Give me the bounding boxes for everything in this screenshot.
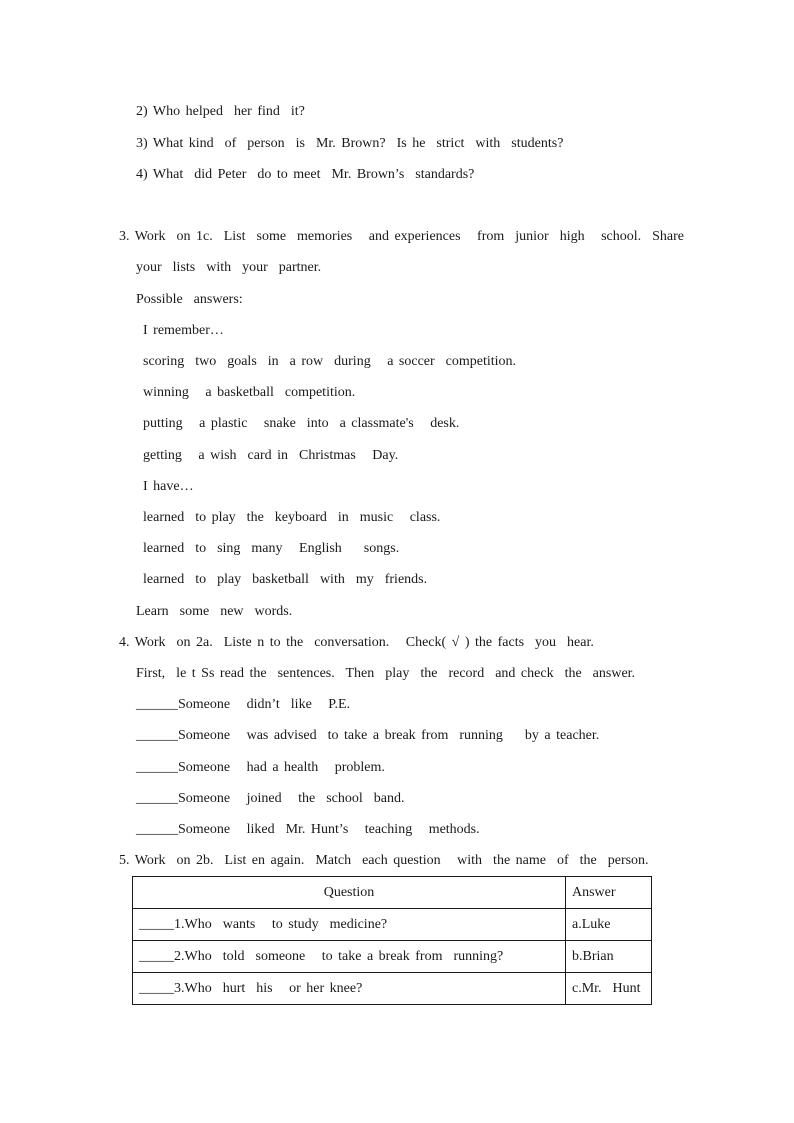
answer-line: getting a wish card in Christmas Day. [143, 448, 399, 463]
possible-answers-label: Possible answers: [136, 292, 243, 307]
fact-item: ______Someone didn’t like P.E. [136, 697, 351, 712]
answer-line: learned to play the keyboard in music class. [143, 510, 441, 525]
answer-line: scoring two goals in a row during a soccer competition. [143, 354, 517, 369]
learn-words-line: Learn some new words. [136, 604, 293, 619]
answer-line: I have… [143, 479, 194, 494]
fact-item: ______Someone had a health problem. [136, 760, 385, 775]
table-row [133, 941, 652, 973]
section-5-heading: 5. Work on 2b. List en again. Match each question with the name of the person. [119, 853, 649, 868]
table-row [133, 973, 652, 1005]
question-cell: _____1.Who wants to study medicine? [133, 909, 566, 941]
answer-cell: c.Mr. Hunt [566, 973, 652, 1005]
answer-column-header: Answer [566, 877, 652, 909]
question-cell: _____2.Who told someone to take a break from running? [133, 941, 566, 973]
table-header-row [133, 877, 652, 909]
answer-line: winning a basketball competition. [143, 385, 356, 400]
answer-line: learned to play basketball with my friends. [143, 572, 428, 587]
answer-line: putting a plastic snake into a classmate's desk. [143, 416, 460, 431]
question-2: 2) Who helped her find it? [136, 104, 305, 119]
fact-item: ______Someone joined the school band. [136, 791, 405, 806]
section-4-instruction: First, le t Ss read the sentences. Then play the record and check the answer. [136, 666, 636, 681]
matching-table [132, 876, 652, 1005]
fact-item: ______Someone was advised to take a break from running by a teacher. [136, 728, 600, 743]
table-row [133, 909, 652, 941]
answer-line: I remember… [143, 323, 224, 338]
question-4: 4) What did Peter do to meet Mr. Brown’s standards? [136, 167, 475, 182]
fact-item: ______Someone liked Mr. Hunt’s teaching methods. [136, 822, 480, 837]
question-cell: _____3.Who hurt his or her knee? [133, 973, 566, 1005]
answer-line: learned to sing many English songs. [143, 541, 400, 556]
answer-cell: b.Brian [566, 941, 652, 973]
question-3: 3) What kind of person is Mr. Brown? Is he strict with students? [136, 136, 564, 151]
answer-cell: a.Luke [566, 909, 652, 941]
section-4-heading: 4. Work on 2a. Liste n to the conversation. Check( √ ) the facts you hear. [119, 635, 594, 650]
question-column-header: Question [133, 877, 566, 909]
section-3-heading: 3. Work on 1c. List some memories and experiences from junior high school. Share [119, 229, 685, 244]
section-3-heading-cont: your lists with your partner. [136, 260, 322, 275]
